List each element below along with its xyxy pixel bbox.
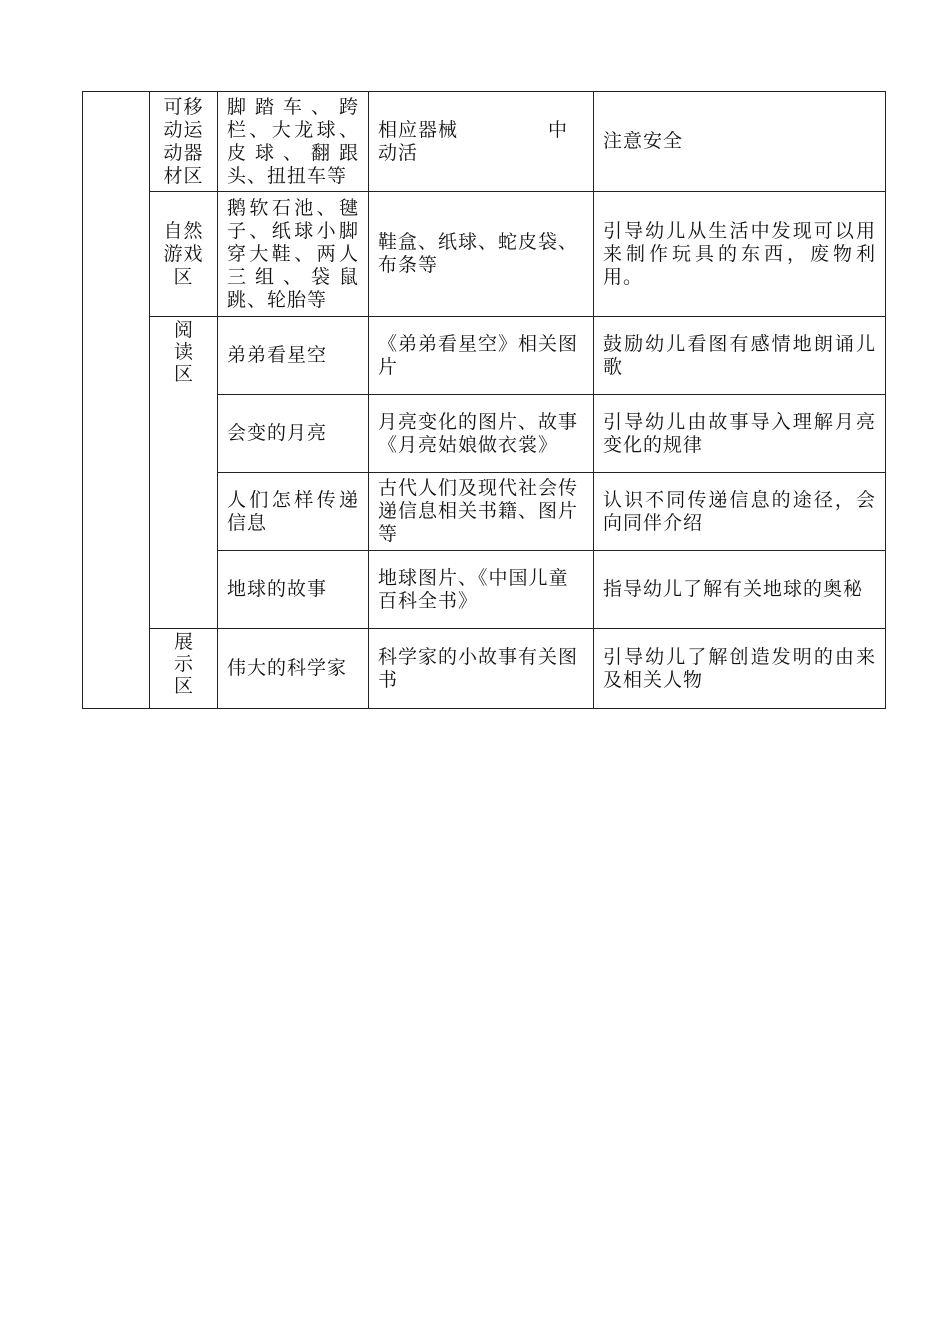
table-row [83, 629, 886, 709]
area-cell [150, 629, 218, 709]
area-cell: 自然游戏区 [150, 192, 218, 317]
material-cell: 《弟弟看星空》相关图片 [369, 317, 594, 395]
goal-cell: 引导幼儿从生活中发现可以用来制作玩具的东西，废物利用。 [594, 192, 886, 317]
content-cell: 地球的故事 [218, 551, 369, 629]
activity-area-table [82, 91, 886, 709]
table-row [83, 92, 886, 192]
content-cell: 弟弟看星空 [218, 317, 369, 395]
area-cell [150, 317, 218, 629]
goal-cell: 注意安全 [594, 92, 886, 192]
content-cell: 脚踏车、跨栏、大龙球、皮球、翻跟头、扭扭车等 [218, 92, 369, 192]
content-cell: 鹅软石池、毽子、纸球小脚穿大鞋、两人三组、袋鼠跳、轮胎等 [218, 192, 369, 317]
table-row [83, 317, 886, 395]
area-cell: 可移动运动器材区 [150, 92, 218, 192]
area-label: 阅读区 [173, 319, 193, 385]
extra-text: 中动活 [378, 118, 569, 164]
table-row [83, 192, 886, 317]
goal-cell: 鼓励幼儿看图有感情地朗诵儿歌 [594, 317, 886, 395]
material-text: 相应器械 [378, 118, 459, 141]
material-cell [369, 92, 594, 192]
material-cell: 科学家的小故事有关图书 [369, 629, 594, 709]
goal-cell: 认识不同传递信息的途径，会向同伴介绍 [594, 473, 886, 551]
material-cell: 古代人们及现代社会传递信息相关书籍、图片等 [369, 473, 594, 551]
goal-cell: 引导幼儿了解创造发明的由来及相关人物 [594, 629, 886, 709]
material-cell: 月亮变化的图片、故事《月亮姑娘做衣裳》 [369, 395, 594, 473]
goal-cell: 引导幼儿由故事导入理解月亮变化的规律 [594, 395, 886, 473]
content-cell: 人们怎样传递信息 [218, 473, 369, 551]
material-cell: 鞋盒、纸球、蛇皮袋、布条等 [369, 192, 594, 317]
goal-cell: 指导幼儿了解有关地球的奥秘 [594, 551, 886, 629]
content-cell: 伟大的科学家 [218, 629, 369, 709]
content-cell: 会变的月亮 [218, 395, 369, 473]
merged-blank-cell [83, 92, 150, 709]
material-cell: 地球图片、《中国儿童百科全书》 [369, 551, 594, 629]
area-label: 展示区 [173, 631, 193, 697]
